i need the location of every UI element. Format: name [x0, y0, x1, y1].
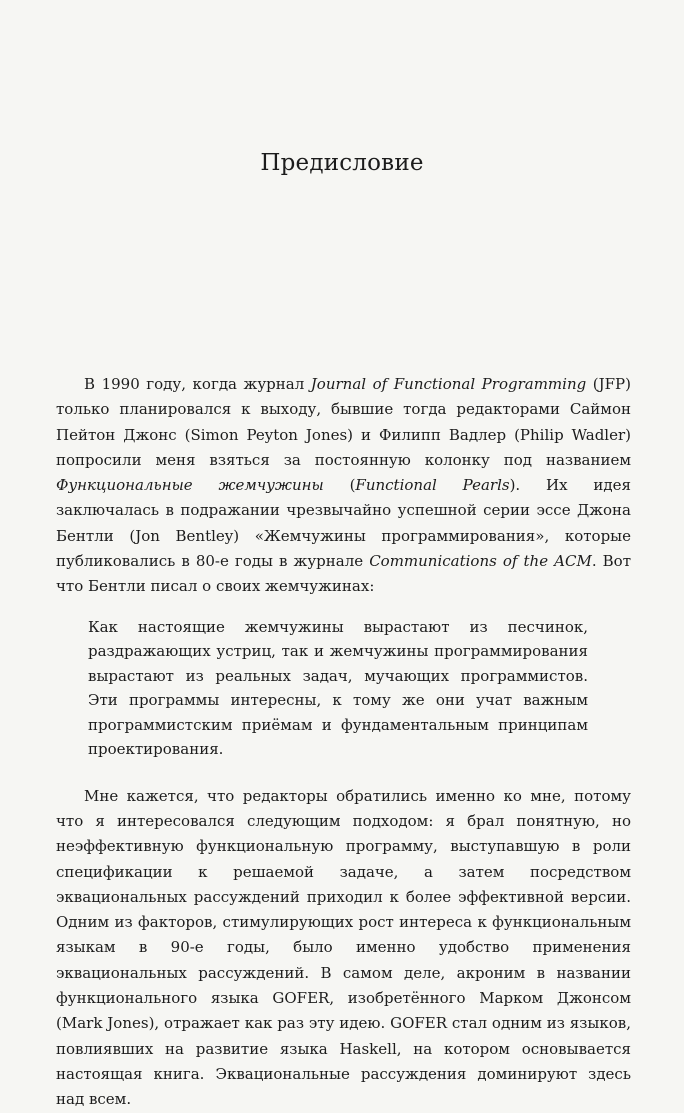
intro-text-4: ). Их идея заключалась в подражании чрезвычайно успешной серии эссе Джона Бентли (Jon Bentley) «Жемчужины программирования», которые публиковались в 80-е годы в журнале — [56, 476, 631, 571]
journal-name: Journal of Functional Programming — [310, 375, 587, 393]
column-name-ru: Функциональные жемчужины — [56, 476, 324, 495]
column-name-en: Functional Pearls — [355, 476, 510, 495]
acm-journal-name: Communications of the ACM — [369, 552, 592, 571]
page-title: Предисловие — [260, 150, 424, 176]
page-body — [56, 372, 631, 1113]
intro-text-5: . Вот что Бентли писал о своих жемчужинах: — [56, 552, 631, 596]
intro-text-2: (JFP) только планировался к выходу, бывшие тогда редакторами Саймон Пейтон Джонс (Simon Peyton Jones) и Филипп Вадлер (Philip Wadler) попросили меня взяться за постоянную колонку под названием — [56, 375, 631, 469]
paragraph-intro — [56, 372, 631, 600]
intro-text-3: ( — [323, 476, 356, 495]
intro-text-1: В 1990 году, когда журнал — [84, 375, 311, 393]
bentley-quote: Как настоящие жемчужины вырастают из песчинок, раздражающих устриц, так и жемчужины программирования вырастают из реальных задач, мучающих программистов. Эти программы интересны, к тому же они учат важным программистским приёмам и фундаментальным принципам проектирования. — [88, 617, 588, 759]
paragraph-approach: Мне кажется, что редакторы обратились именно ко мне, потому что я интересовался следующим подходом: я брал понятную, но неэффективную функциональную программу, выступавшую в роли спецификации к решаемой задаче, а затем посредством эквациональных рассуждений приходил к более эффективной версии. Одним из факторов, стимулирующих рост интереса к функциональным языкам в 90-е годы, было именно удобство применения эквациональных рассуждений. В самом деле, акроним в названии функционального языка GOFER, изобретённого Марком Джонсом (Mark Jones), отражает как раз эту идею. GOFER стал одним из языков, повлиявших на развитие языка Haskell, на котором основывается настоящая книга. Эквациональные рассуждения доминируют здесь над всем. — [56, 786, 631, 1109]
